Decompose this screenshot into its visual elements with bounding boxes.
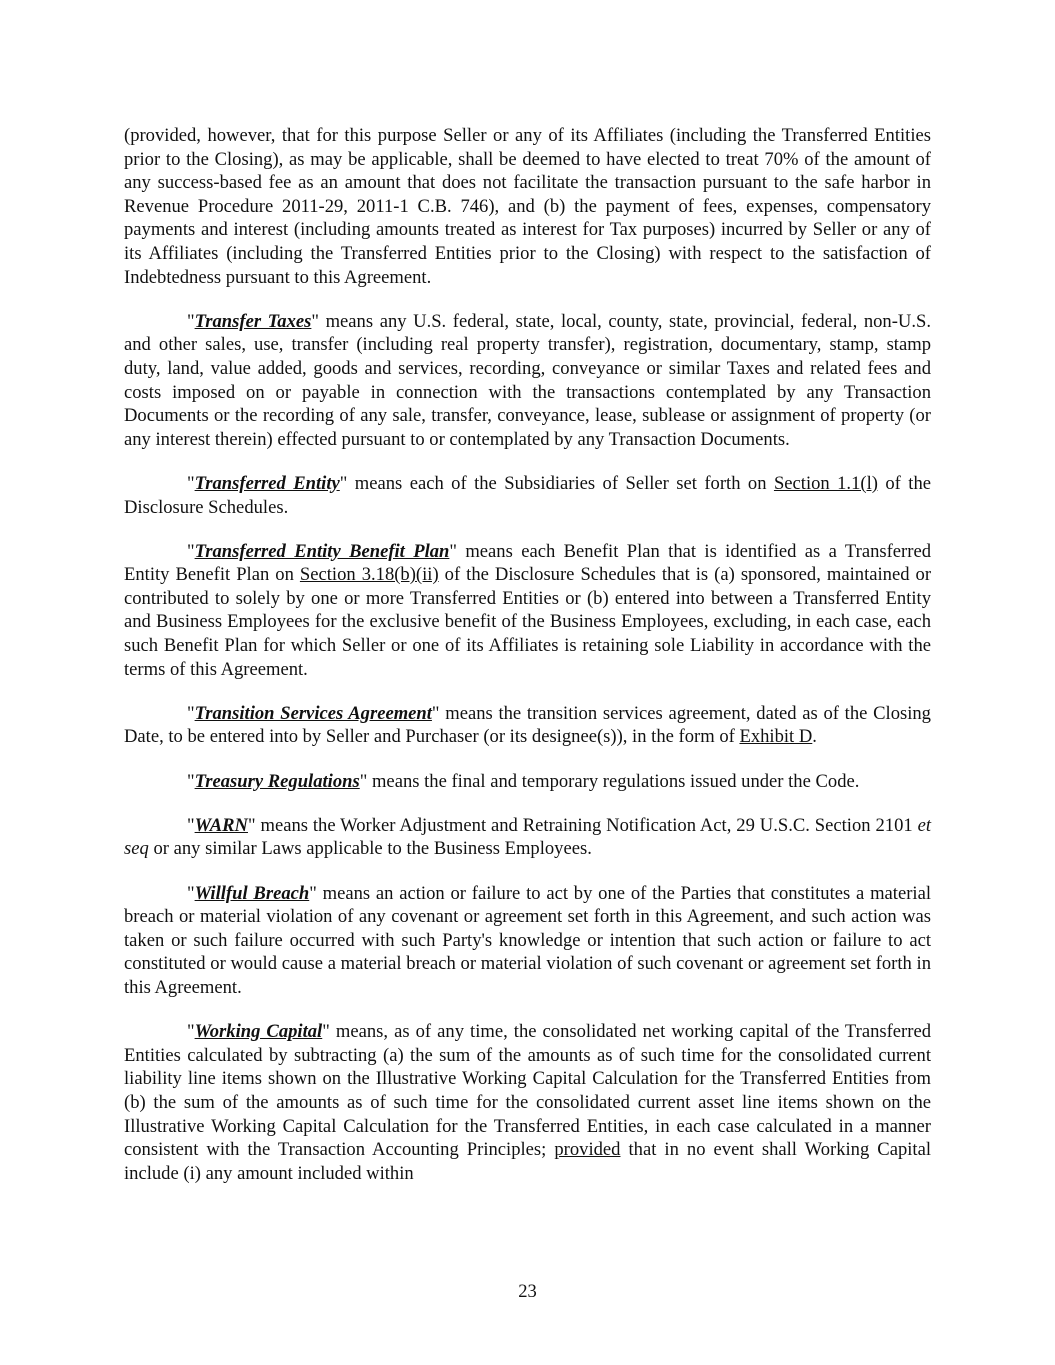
exhibit-reference: Exhibit D xyxy=(739,726,813,748)
defined-term: Working Capital xyxy=(194,1021,323,1043)
definition-warn: "WARN" means the Worker Adjustment and Retraining Notification Act, 29 U.S.C. Section 2101 et seq or any similar Laws applicable to the Business Employees. xyxy=(124,814,931,860)
section-reference: Section 1.1(l) xyxy=(773,472,878,494)
defined-term: Transferred Entity xyxy=(194,472,340,494)
defined-term: WARN xyxy=(194,814,248,836)
definition-transferred-entity-benefit-plan: "Transferred Entity Benefit Plan" means each Benefit Plan that is identified as a Transferred Entity Benefit Plan on Section 3.18(b)(ii) of the Disclosure Schedules that is (a) sponsored, maintained or contributed to solely by one or more Transferred Entities or (b) entered into between a Transferred Entity and Business Employees for the exclusive benefit of the Business Employees, excluding, in each case, each such Benefit Plan for which Seller or one of its Affiliates is retaining sole Liability in accordance with the terms of this Agreement. xyxy=(124,540,932,680)
definition-willful-breach: "Willful Breach" means an action or failure to act by one of the Parties that constitutes a material breach or material violation of any covenant or agreement set forth in this Agreement, and such action was taken or such failure occurred with such Party's knowledge or intention that such action or failure to act constituted or would cause a material breach or material violation of such covenant or agreement set forth in this Agreement. xyxy=(124,882,931,998)
definition-transfer-taxes: "Transfer Taxes" means any U.S. federal, state, local, county, state, provincial, federal, non-U.S. and other sales, use, transfer (including real property transfer), registration, documentary, stamp, stamp duty, land, value added, goods and services, recording, conveyance or similar Taxes and related fees and costs imposed on or payable in connection with the transactions contemplated by any Transaction Documents or the recording of any sale, transfer, conveyance, lease, sublease or assignment of property (or any interest therein) effected pursuant to or contemplated by any Transaction Documents. xyxy=(124,310,931,450)
defined-term: Transition Services Agreement xyxy=(194,702,432,724)
defined-term: Willful Breach xyxy=(194,882,310,904)
provided-underlined: provided xyxy=(554,1139,621,1161)
section-reference: Section 3.18(b)(ii) xyxy=(299,564,439,586)
definition-working-capital: "Working Capital" means, as of any time, the consolidated net working capital of the Transferred Entities calculated by subtracting (a) the sum of the amounts as of such time for the consolidated current liability line items shown on the Illustrative Working Capital Calculation for the Transferred Entities from (b) the sum of the amounts as of such time for the consolidated current asset line items shown on the Illustrative Working Capital Calculation for the Transferred Entities, in each case calculated in a manner consistent with the Transaction Accounting Principles; provided that in no event shall Working Capital include (i) any amount included within xyxy=(124,1021,931,1184)
defined-term: Transferred Entity Benefit Plan xyxy=(194,540,450,562)
document-page xyxy=(124,124,931,1206)
continuation-paragraph: (provided, however, that for this purpose Seller or any of its Affiliates (including the Transferred Entities prior to the Closing), as may be applicable, shall be deemed to have elected to treat 70% of the amount of any success-based fee as an amount that does not facilitate the transaction pursuant to the safe harbor in Revenue Procedure 2011-29, 2011-1 C.B. 746), and (b) the payment of fees, expenses, compensatory payments and interest (including amounts treated as interest for Tax purposes) incurred by Seller or any of its Affiliates (including the Transferred Entities prior to the Closing) with respect to the satisfaction of Indebtedness pursuant to this Agreement. xyxy=(124,125,931,288)
defined-term: Treasury Regulations xyxy=(194,770,360,792)
page-number: 23 xyxy=(518,1281,537,1302)
definition-treasury-regulations: "Treasury Regulations" means the final and temporary regulations issued under the Code. xyxy=(187,770,860,792)
definition-transferred-entity: "Transferred Entity" means each of the Subsidiaries of Seller set forth on Section 1.1(l) of the Disclosure Schedules. xyxy=(124,472,931,518)
definition-transition-services-agreement: "Transition Services Agreement" means the transition services agreement, dated as of the Closing Date, to be entered into by Seller and Purchaser (or its designee(s)), in the form of Exhibit D. xyxy=(124,702,931,748)
defined-term: Transfer Taxes xyxy=(194,310,312,332)
